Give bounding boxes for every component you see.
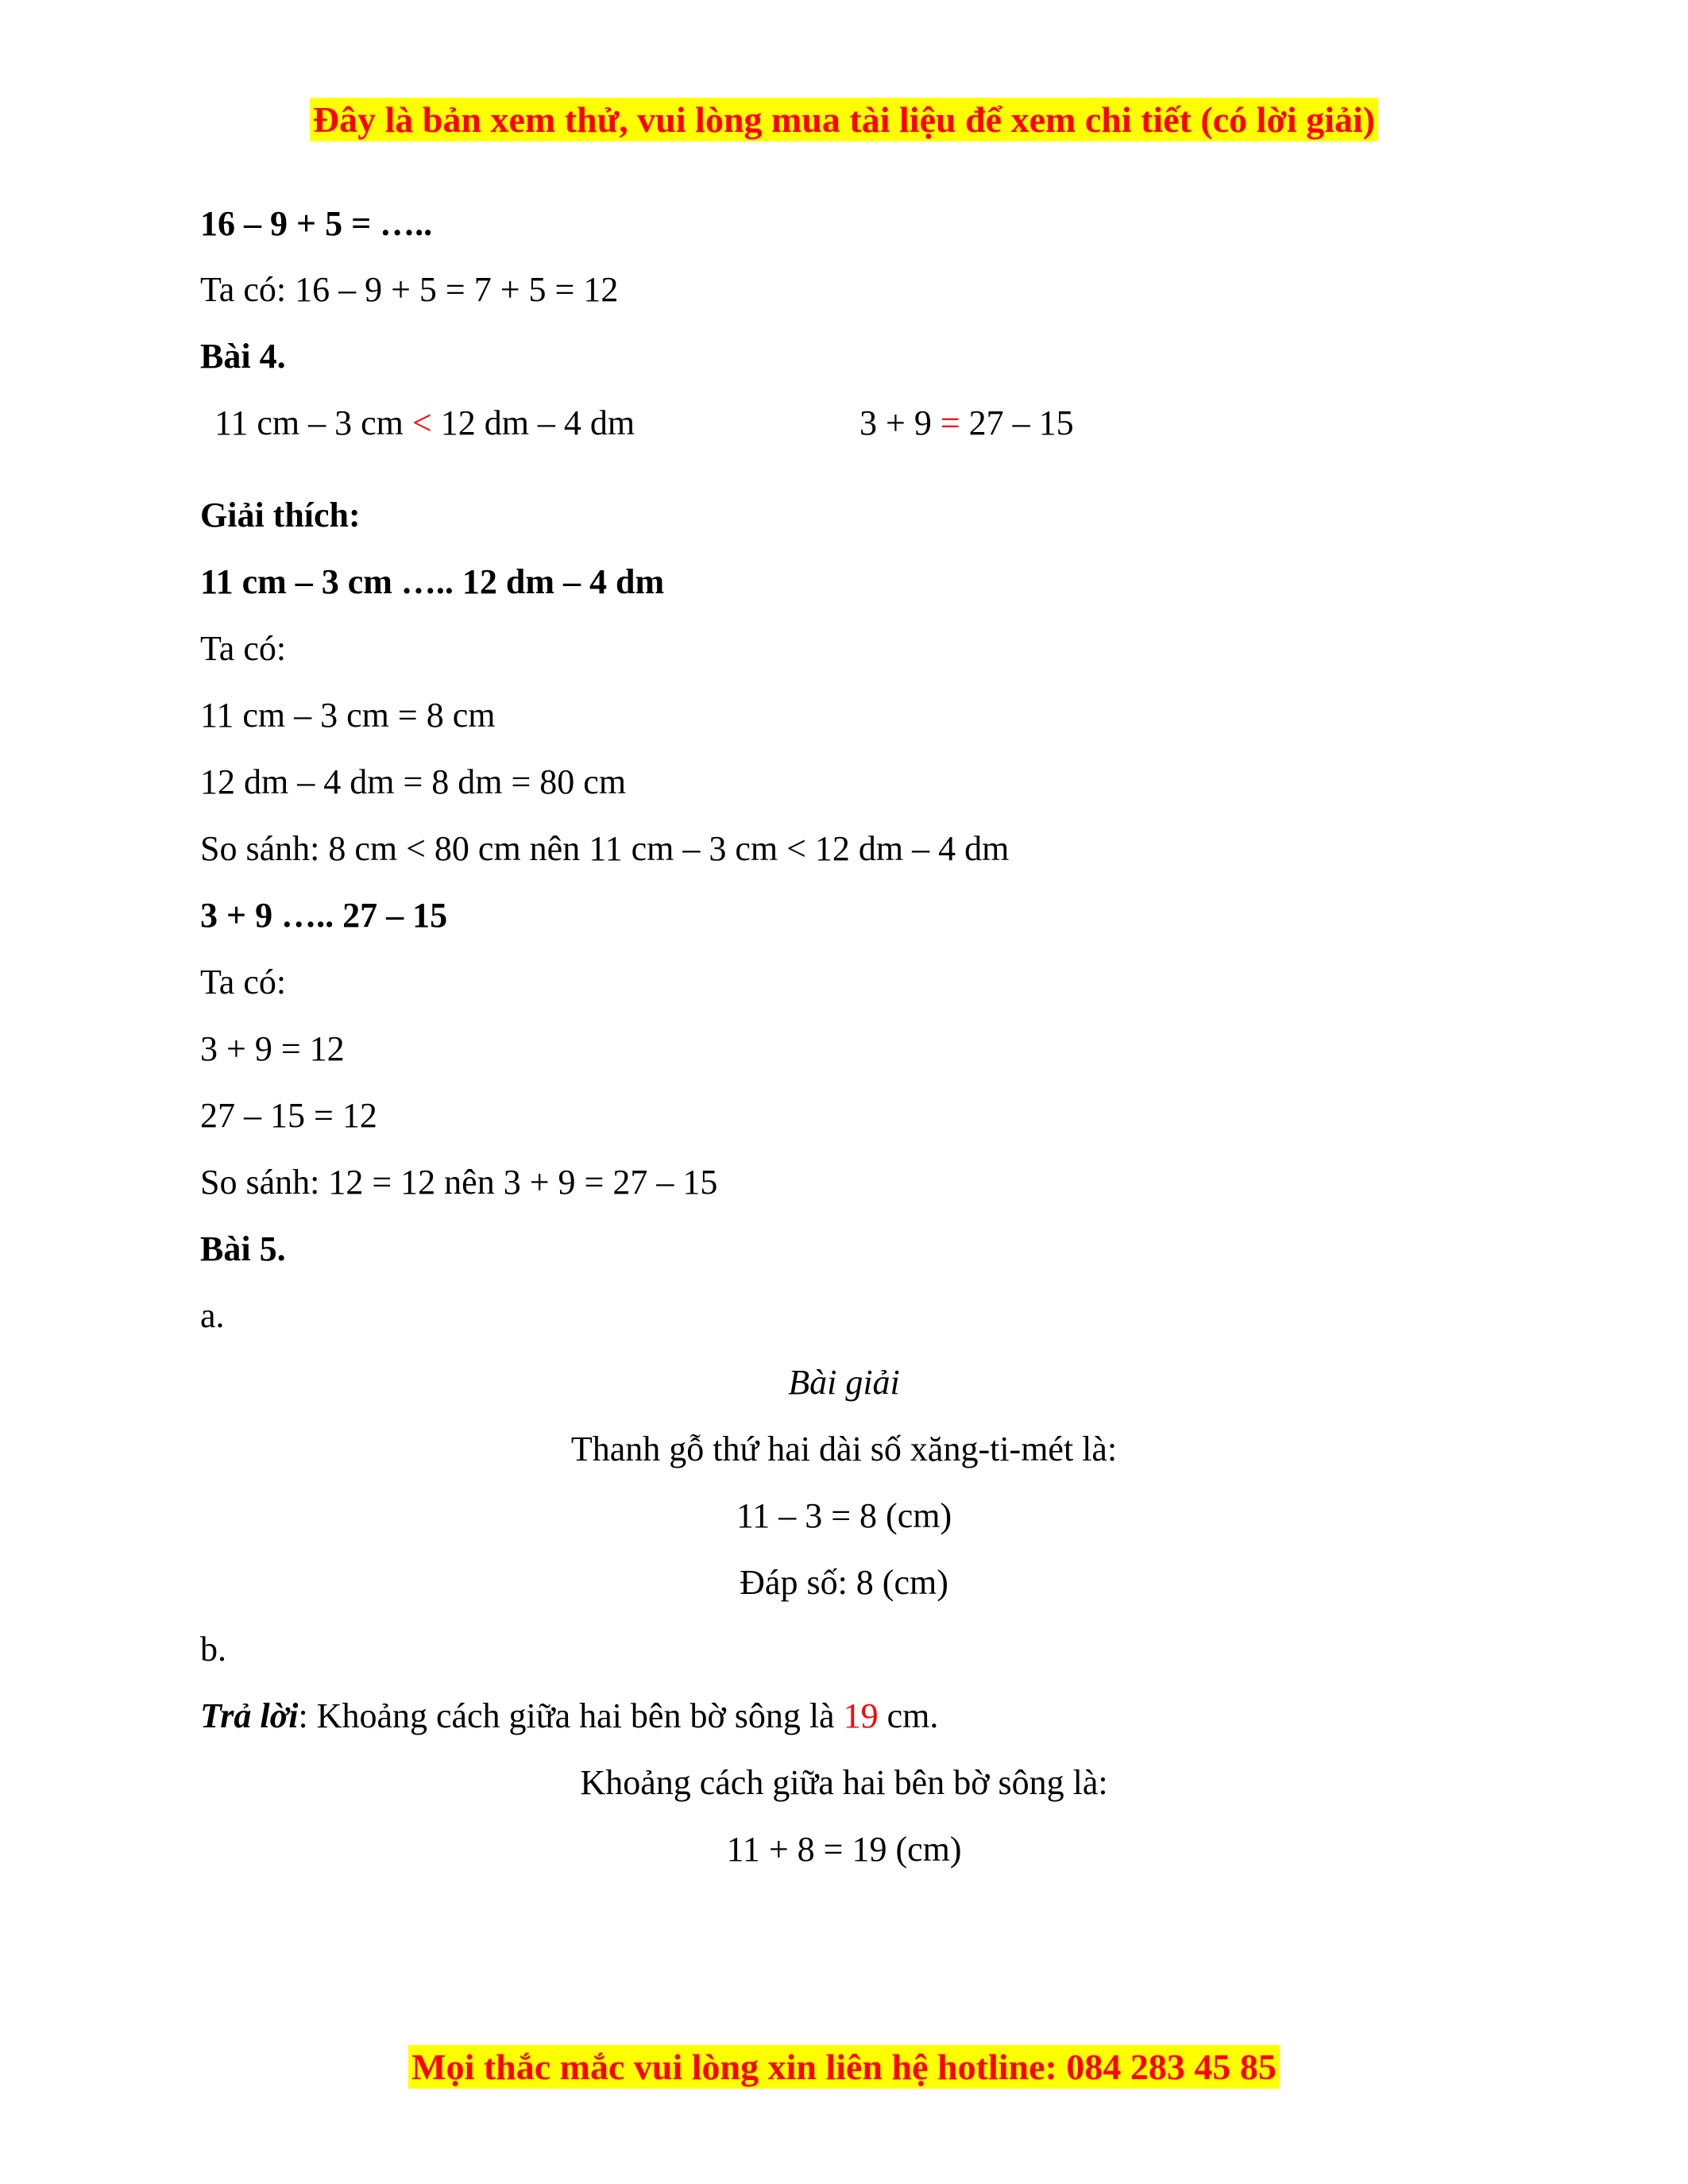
part-a-label: a. xyxy=(200,1296,225,1335)
solution-b-text: Khoảng cách giữa hai bên bờ sông là: xyxy=(580,1763,1108,1802)
so-sanh-2: So sánh: 12 = 12 nên 3 + 9 = 27 – 15 xyxy=(200,1163,718,1202)
part-b-label: b. xyxy=(200,1630,226,1669)
solution-b-calc: 11 + 8 = 19 (cm) xyxy=(726,1830,962,1869)
bai-5-title: Bài 5. xyxy=(200,1229,286,1268)
ta-co-2: Ta có: xyxy=(200,963,287,1001)
tra-loi-text: : Khoảng cách giữa hai bên bờ sông là xyxy=(298,1696,844,1735)
header-banner: Đây là bản xem thử, vui lòng mua tài liệu để xem chi tiết (có lời giải) xyxy=(310,98,1378,141)
footer-banner-row xyxy=(0,2049,1688,2086)
bai-4-left-sign: < xyxy=(411,403,432,442)
bai-giai-heading: Bài giải xyxy=(788,1363,900,1402)
bai-4-right-answer xyxy=(859,403,1074,442)
ta-co-1: Ta có: xyxy=(200,629,287,668)
bai-4-right-part-a: 3 + 9 xyxy=(859,403,941,442)
tra-loi-unit: cm. xyxy=(878,1696,939,1735)
calc-line-3: 3 + 9 = 12 xyxy=(200,1029,345,1068)
bai-4-right-part-b: 27 – 15 xyxy=(960,403,1074,442)
bai-4-right-sign: = xyxy=(940,403,960,442)
giai-thich-heading: Giải thích: xyxy=(200,496,361,534)
comparison-1-heading: 11 cm – 3 cm ….. 12 dm – 4 dm xyxy=(200,562,665,601)
tra-loi-line xyxy=(200,1696,939,1735)
bai-4-left-answer xyxy=(214,403,635,442)
calc-line-4: 27 – 15 = 12 xyxy=(200,1096,377,1135)
expression-1-solution: Ta có: 16 – 9 + 5 = 7 + 5 = 12 xyxy=(200,270,619,309)
bai-4-left-part-a: 11 cm – 3 cm xyxy=(214,403,412,442)
comparison-2-heading: 3 + 9 ….. 27 – 15 xyxy=(200,896,448,935)
footer-banner: Mọi thắc mắc vui lòng xin liên hệ hotline: 084 283 45 85 xyxy=(408,2045,1280,2089)
solution-a-calc: 11 – 3 = 8 (cm) xyxy=(736,1496,952,1535)
expression-1: 16 – 9 + 5 = ….. xyxy=(200,204,433,243)
tra-loi-label: Trả lời xyxy=(200,1696,299,1735)
solution-a-answer: Đáp số: 8 (cm) xyxy=(740,1563,948,1602)
tra-loi-value: 19 xyxy=(843,1696,879,1735)
solution-a-text: Thanh gỗ thứ hai dài số xăng-ti-mét là: xyxy=(570,1430,1118,1468)
header-banner-row xyxy=(0,99,1688,140)
calc-line-1: 11 cm – 3 cm = 8 cm xyxy=(200,696,496,735)
so-sanh-1: So sánh: 8 cm < 80 cm nên 11 cm – 3 cm < 12 dm – 4 dm xyxy=(200,829,1010,868)
bai-4-left-part-b: 12 dm – 4 dm xyxy=(431,403,635,442)
calc-line-2: 12 dm – 4 dm = 8 dm = 80 cm xyxy=(200,762,627,801)
bai-4-title: Bài 4. xyxy=(200,337,286,376)
